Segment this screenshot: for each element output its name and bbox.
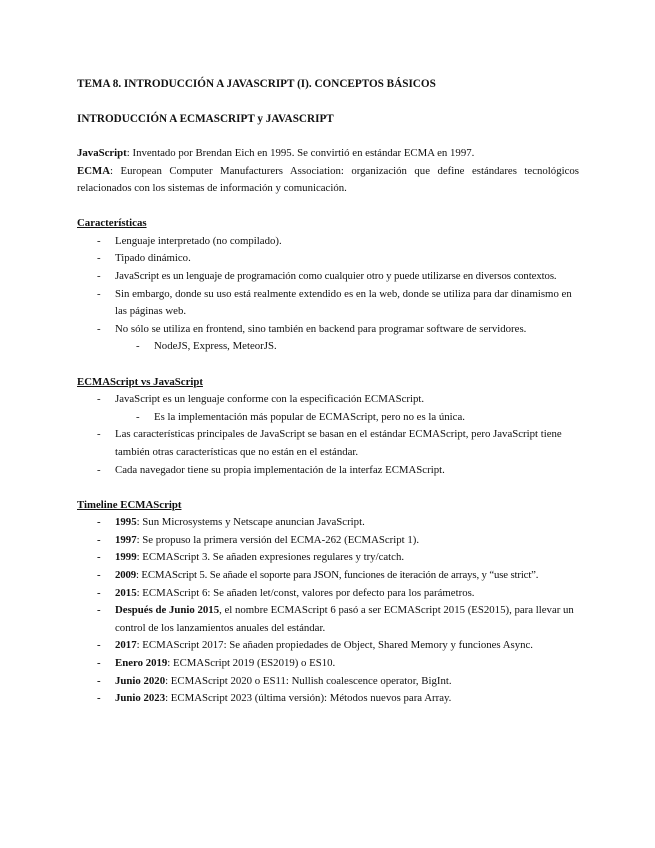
timeline-heading: Timeline ECMAScript — [77, 498, 182, 511]
list-subitem: - NodeJS, Express, MeteorJS. — [77, 338, 579, 356]
timeline-year: 1997 — [115, 533, 137, 546]
caracteristicas-list — [77, 233, 579, 356]
timeline-year: Después de Junio 2015 — [115, 604, 220, 617]
timeline-item — [77, 637, 579, 655]
section-heading-intro: INTRODUCCIÓN A ECMASCRIPT y JAVASCRIPT — [77, 113, 334, 125]
timeline-text: : Se propuso la primera versión del ECMA-262 (ECMAScript 1). — [136, 533, 420, 546]
ecma-definition-line1 — [77, 163, 579, 181]
timeline-text: : ECMAScript 3. Se añaden expresiones regulares y try/catch. — [136, 551, 405, 564]
javascript-term: JavaScript — [77, 147, 127, 159]
timeline-year: 2015 — [115, 586, 137, 599]
list-item: - Lenguaje interpretado (no compilado). — [77, 233, 579, 251]
timeline-text: : ECMAScript 2019 (ES2019) o ES10. — [167, 656, 336, 669]
timeline-item — [77, 602, 579, 637]
timeline-item — [77, 585, 579, 603]
document-content — [77, 76, 579, 708]
list-item: - Las características principales de JavaScript se basan en el estándar ECMAScript, pero JavaScript tiene también otras características que no están en el estándar. — [77, 426, 579, 461]
timeline-year: 2017 — [115, 639, 137, 652]
timeline-year: 1995 — [115, 516, 137, 529]
timeline-text: : ECMAScript 2020 o ES11: Nullish coalescence operator, BigInt. — [165, 674, 452, 687]
timeline-year: 2009 — [115, 568, 136, 581]
timeline-text: : ECMAScript 5. Se añade el soporte para JSON, funciones de iteración de arrays, y “use strict”. — [136, 568, 539, 581]
javascript-definition-text: : Inventado por Brendan Eich en 1995. Se convirtió en estándar ECMA en 1997. — [126, 147, 475, 159]
intro-block — [77, 145, 579, 198]
list-item: - Cada navegador tiene su propia implementación de la interfaz ECMAScript. — [77, 462, 579, 480]
list-item: - JavaScript es un lenguaje conforme con la especificación ECMAScript. — [77, 391, 579, 409]
timeline-text: : Sun Microsystems y Netscape anuncian JavaScript. — [136, 516, 365, 529]
document-title: TEMA 8. INTRODUCCIÓN A JAVASCRIPT (I). CONCEPTOS BÁSICOS — [77, 78, 436, 90]
caracteristicas-heading: Características — [77, 217, 147, 230]
ecma-term: ECMA — [77, 164, 110, 177]
timeline-year: Junio 2020 — [115, 674, 166, 687]
timeline-item — [77, 514, 579, 532]
timeline-year: Enero 2019 — [115, 656, 168, 669]
timeline-item — [77, 690, 579, 708]
timeline-list — [77, 514, 579, 708]
timeline-text: : ECMAScript 2017: Se añaden propiedades de Object, Shared Memory y funciones Async. — [136, 639, 533, 652]
ecma-vs-js-heading: ECMAScript vs JavaScript — [77, 375, 203, 388]
list-item: - Sin embargo, donde su uso está realmente extendido es en la web, donde se utiliza para dar dinamismo en las páginas web. — [77, 286, 579, 321]
javascript-definition — [77, 145, 579, 163]
ecma-definition-text: : European Computer Manufacturers Association: organización que define estándares tecnológicos — [110, 164, 579, 177]
ecma-vs-js-list — [77, 391, 579, 479]
list-item: - Tipado dinámico. — [77, 250, 579, 268]
timeline-text: , el nombre ECMAScript 6 pasó a ser ECMAScript 2015 (ES2015), para llevar un control de los lanzamientos anuales del estándar. — [115, 604, 574, 634]
timeline-item — [77, 567, 579, 585]
list-item: - JavaScript es un lenguaje de programación como cualquier otro y puede utilizarse en diversos contextos. — [77, 268, 579, 286]
ecma-definition-line2: relacionados con los sistemas de información y comunicación. — [77, 182, 347, 195]
timeline-item — [77, 532, 579, 550]
timeline-item — [77, 655, 579, 673]
timeline-year: 1999 — [115, 551, 137, 564]
timeline-year: Junio 2023 — [115, 692, 166, 705]
timeline-text: : ECMAScript 2023 (última versión): Métodos nuevos para Array. — [165, 692, 452, 705]
list-subitem: - Es la implementación más popular de ECMAScript, pero no es la única. — [77, 409, 579, 427]
list-item: - No sólo se utiliza en frontend, sino también en backend para programar software de servidores. — [77, 321, 579, 339]
timeline-item — [77, 673, 579, 691]
timeline-item — [77, 549, 579, 567]
timeline-text: : ECMAScript 6: Se añaden let/const, valores por defecto para los parámetros. — [136, 586, 475, 599]
